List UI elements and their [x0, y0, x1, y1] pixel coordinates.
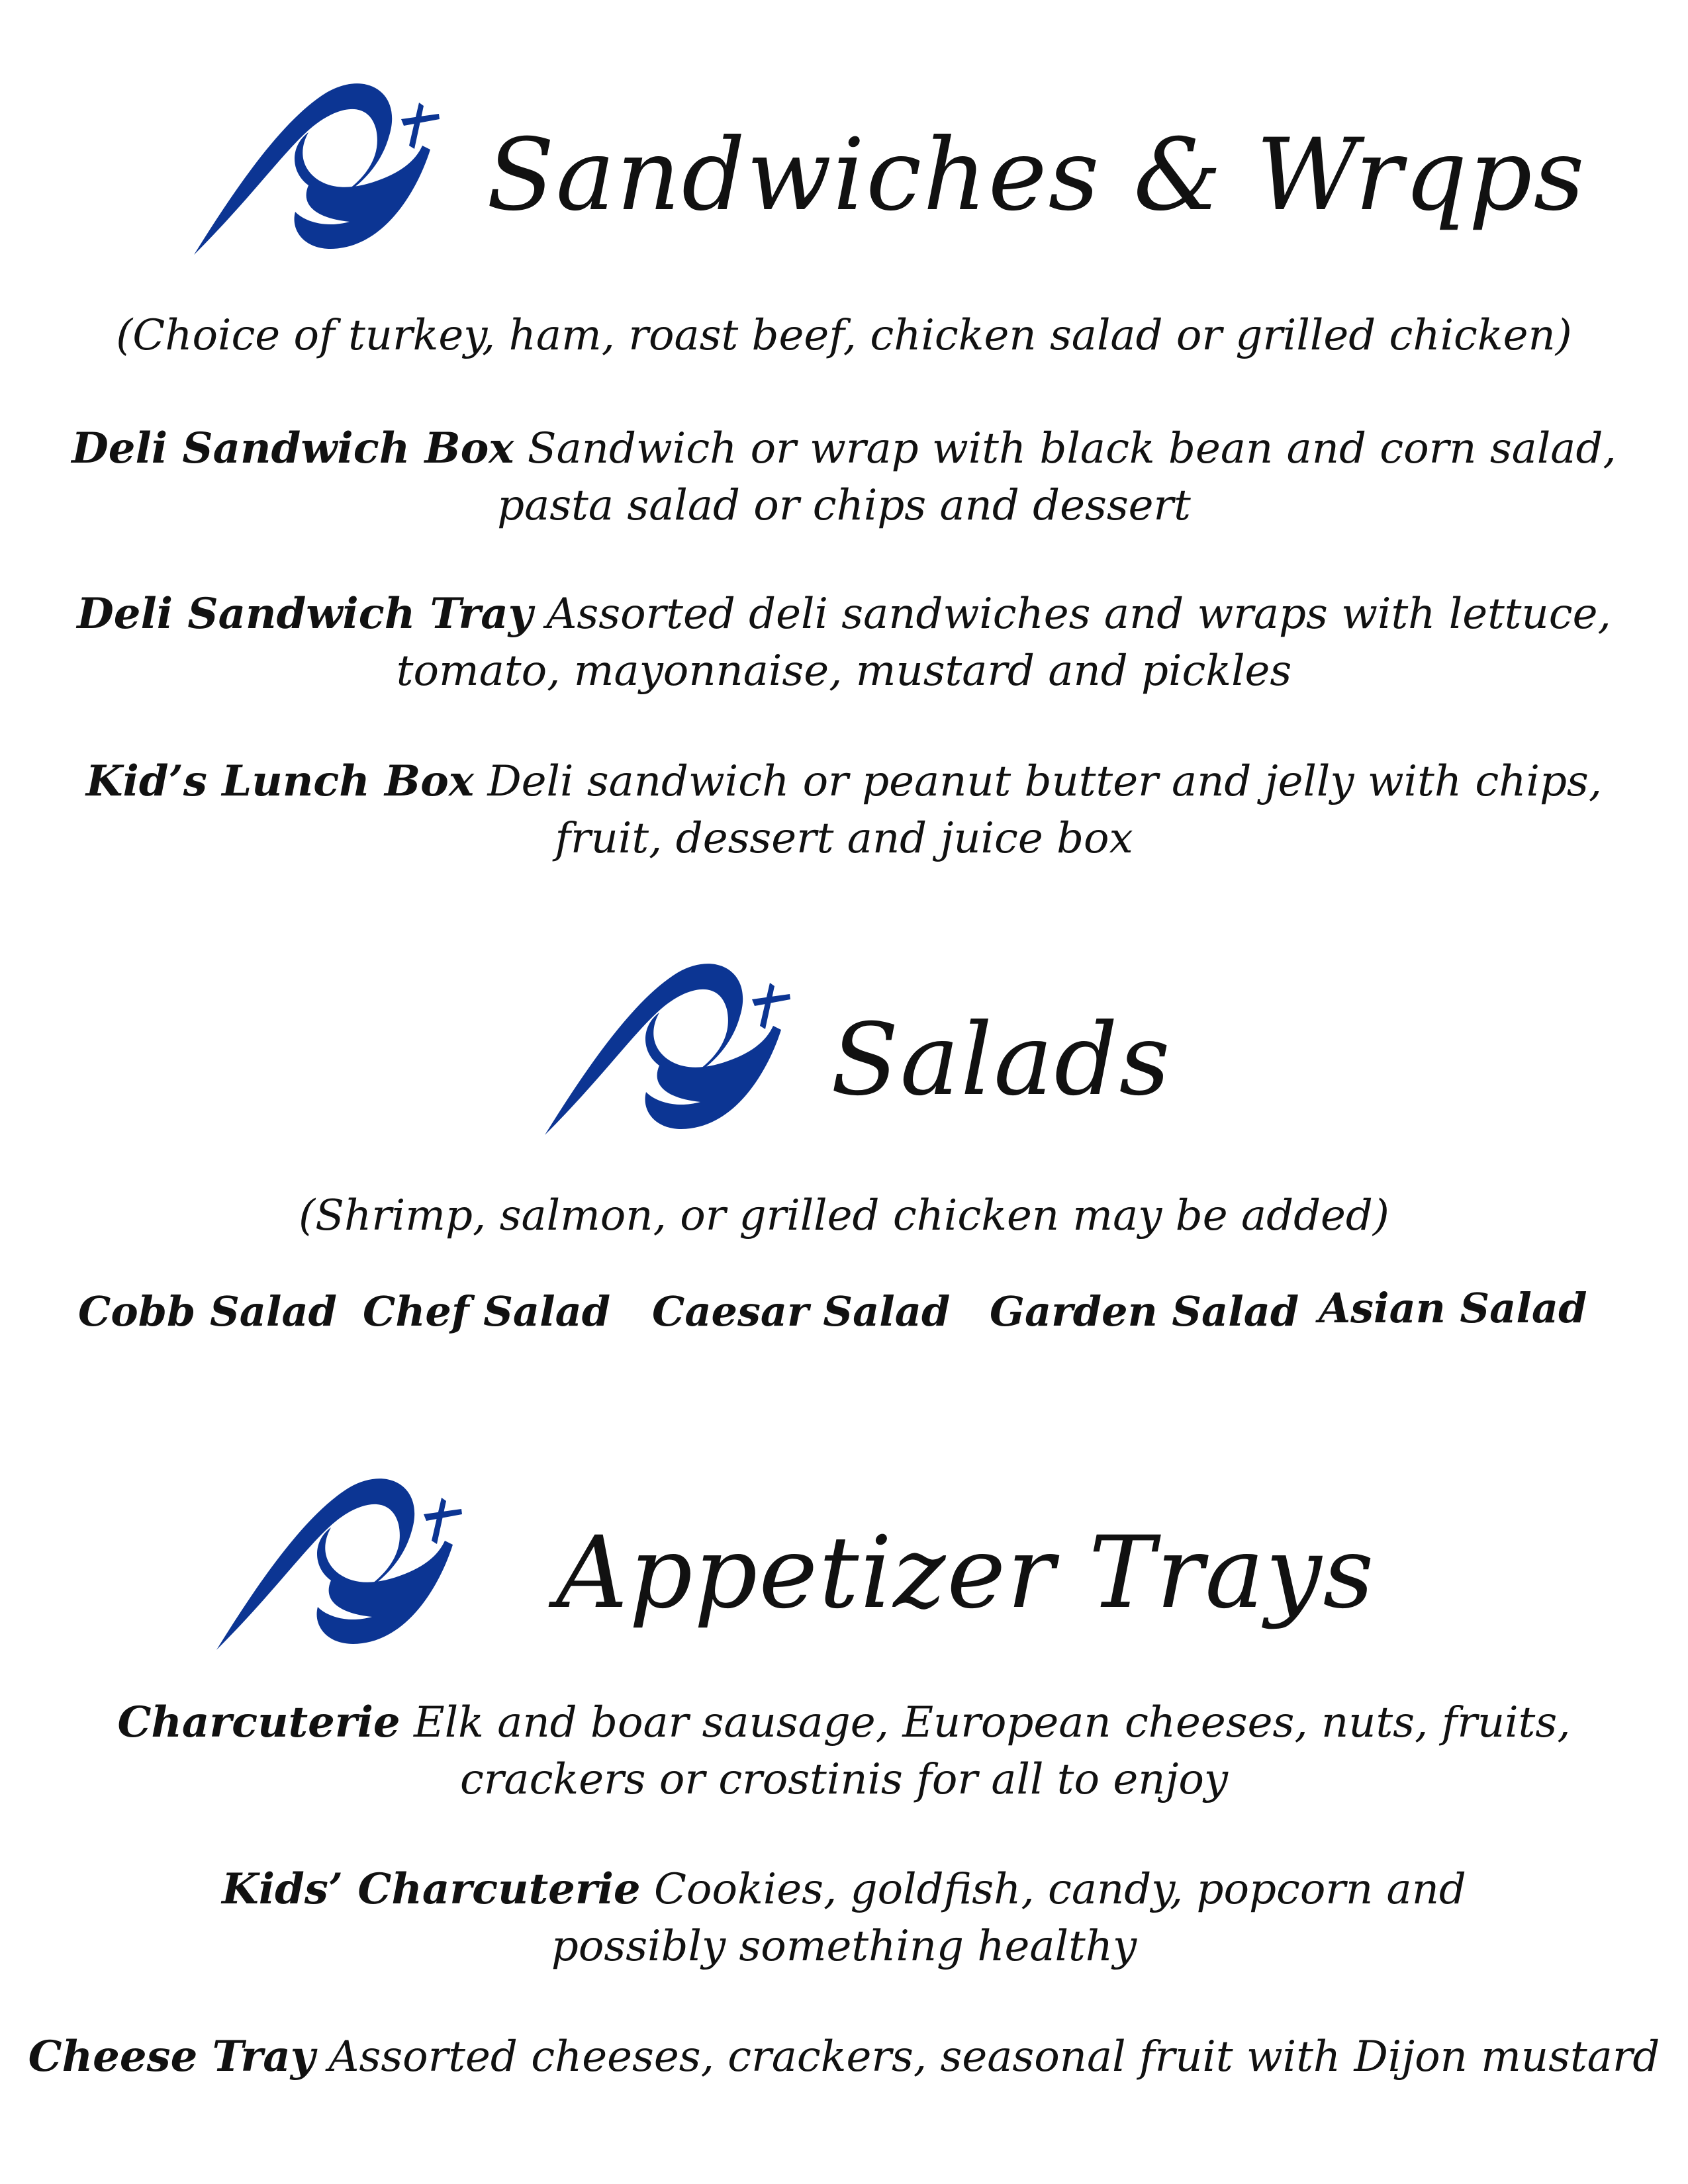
- menu-item-name: Charcuterie: [117, 1698, 400, 1747]
- sandwiches-note: (Choice of turkey, ham, roast beef, chicken salad or grilled chicken): [116, 311, 1572, 360]
- salad-item: Cobb Salad: [78, 1287, 338, 1336]
- menu-item-name: Kid’s Lunch Box: [85, 756, 474, 806]
- section-title-salads: Salads: [831, 1003, 1172, 1118]
- salad-item: Caesar Salad: [652, 1287, 951, 1336]
- swoosh-plane-logo-icon: [191, 79, 442, 258]
- menu-item: [0, 1861, 1688, 1975]
- menu-item-desc: Sandwich or wrap with black bean and corn salad,: [514, 424, 1617, 473]
- salad-item: Chef Salad: [363, 1287, 611, 1336]
- section-title-sandwiches: Sandwiches & Wrqps: [487, 118, 1586, 233]
- menu-item-desc-cont: crackers or crostinis for all to enjoy: [459, 1755, 1229, 1804]
- menu-item-desc-cont: possibly something healthy: [551, 1922, 1137, 1971]
- section-title-appetizers: Appetizer Trays: [556, 1516, 1376, 1631]
- swoosh-plane-logo-icon: [541, 960, 793, 1138]
- menu-item: [0, 420, 1688, 534]
- menu-item-name: Cheese Tray: [28, 2032, 315, 2081]
- menu-item-desc-cont: fruit, dessert and juice box: [555, 814, 1133, 863]
- menu-item-desc-cont: pasta salad or chips and dessert: [497, 481, 1191, 530]
- menu-item-desc: Elk and boar sausage, European cheeses, nuts, fruits,: [400, 1698, 1571, 1747]
- menu-item-name: Deli Sandwich Box: [71, 424, 514, 473]
- menu-item: [0, 586, 1688, 700]
- menu-item: [0, 1694, 1688, 1808]
- menu-item: [0, 753, 1688, 867]
- menu-item-desc-cont: tomato, mayonnaise, mustard and pickles: [396, 647, 1292, 696]
- swoosh-plane-logo-icon: [213, 1475, 465, 1653]
- salads-note: (Shrimp, salmon, or grilled chicken may be added): [299, 1191, 1389, 1240]
- menu-item-desc: Cookies, goldfish, candy, popcorn and: [640, 1865, 1466, 1914]
- menu-item-name: Kids’ Charcuterie: [222, 1864, 641, 1914]
- salad-item: Asian Salad: [1319, 1284, 1587, 1332]
- menu-item-name: Deli Sandwich Tray: [77, 589, 533, 639]
- salad-item: Garden Salad: [990, 1287, 1299, 1336]
- menu-item-desc: Deli sandwich or peanut butter and jelly with chips,: [473, 757, 1603, 806]
- menu-item: [0, 2028, 1688, 2085]
- menu-item-desc: Assorted deli sandwiches and wraps with lettuce,: [532, 590, 1611, 639]
- menu-item-desc: Assorted cheeses, crackers, seasonal fruit with Dijon mustard: [314, 2032, 1660, 2081]
